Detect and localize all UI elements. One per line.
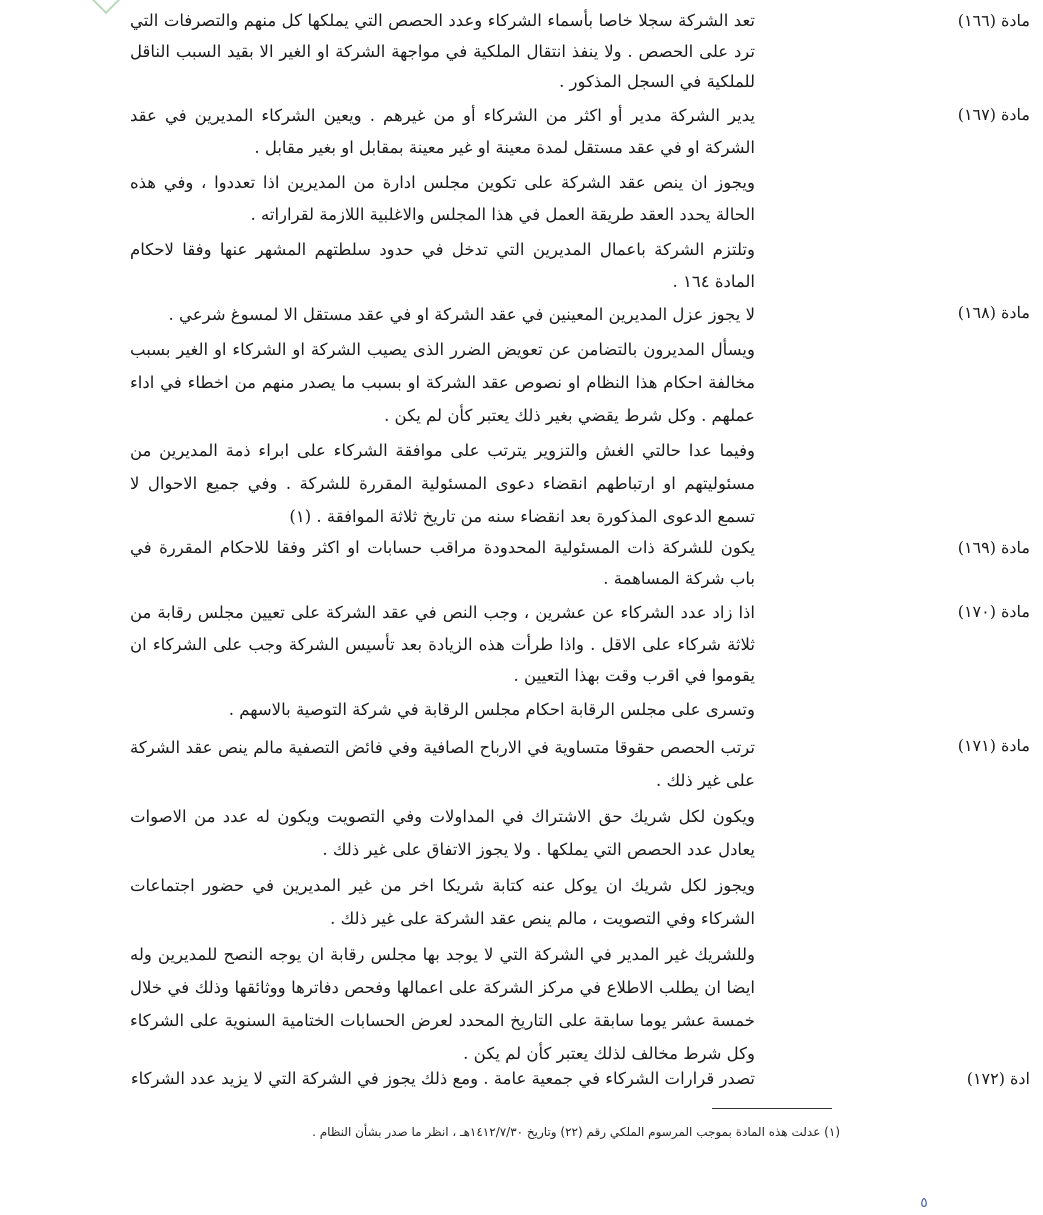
article-paragraph: تعد الشركة سجلا خاصا بأسماء الشركاء وعدد الحصص التي يملكها كل منهم والتصرفات التي ترد على الحصص . ولا ينفذ انتقال الملكية في مواجهة الشركة او الغير الا بقيد السبب الناقل للملكية في السجل المذكور .: [130, 11, 755, 91]
article-paragraph: وتسرى على مجلس الرقابة احكام مجلس الرقابة في شركة التوصية بالاسهم .: [228, 699, 755, 719]
footnote: (١) عدلت هذه المادة بموجب المرسوم الملكي رقم (٢٢) وتاريخ ١٤١٢/٧/٣٠هـ ، انظر ما صدر بشأن النظام .: [312, 1125, 840, 1139]
article-paragraph: ويسأل المديرون بالتضامن عن تعويض الضرر الذى يصيب الشركة او الشركاء او الغير بسبب مخالفة احكام هذا النظام او نصوص عقد الشركة او بسبب ما يصدر منهم من اخطاء في اداء عملهم . وكل شرط يقضي بغير ذلك يعتبر كأن لم يكن .: [130, 340, 755, 425]
article-paragraph: ترتب الحصص حقوقا متساوية في الارباح الصافية وفي فائض التصفية مالم ينص عقد الشركة على غير ذلك .: [130, 738, 755, 790]
article-paragraph: ويجوز ان ينص عقد الشركة على تكوين مجلس ادارة من المديرين اذا تعددوا ، وفي هذه الحالة يحدد العقد طريقة العمل في هذا المجلس والاغلبية اللازمة لقراراته .: [130, 173, 755, 224]
article-label: مادة (١٧٠): [957, 602, 1030, 621]
article-body: [130, 597, 755, 727]
article-body: [130, 731, 755, 1073]
article-paragraph: ويجوز لكل شريك ان يوكل عنه كتابة شريكا اخر من غير المديرين في حضور اجتماعات الشركاء وفي التصويت ، مالم ينص عقد الشركة على غير ذلك .: [130, 876, 755, 928]
article-body: [130, 100, 755, 301]
article-paragraph: وللشريك غير المدير في الشركة التي لا يوجد بها مجلس رقابة ان يوجه النصح للمديرين وله ايضا ان يطلب الاطلاع في مركز الشركة على اعمالها وفحص دفاترها ووثائقها وذلك في خلال خمسة عشر يوما سابقة على التاريخ المحدد لعرض الحسابات الختامية السنوية على الشركاء وكل شرط مخالف لذلك يعتبر كأن لم يكن .: [130, 945, 755, 1063]
article-label: مادة (١٧١): [957, 736, 1030, 755]
margin-mark: [92, 0, 120, 14]
page-number: ٥: [920, 1195, 928, 1211]
article-paragraph: اذا زاد عدد الشركاء عن عشرين ، وجب النص في عقد الشركة على تعيين مجلس رقابة من ثلاثة شركاء على الاقل . واذا طرأت هذه الزيادة بعد تأسيس الشركة وجب على الشركاء ان يقوموا في اقرب وقت بهذا التعيين .: [130, 603, 755, 685]
article-paragraph: لا يجوز عزل المديرين المعينين في عقد الشركة او في عقد مستقل الا لمسوغ شرعي .: [168, 305, 755, 324]
article-body: [130, 6, 755, 102]
article-paragraph: يكون للشركة ذات المسئولية المحدودة مراقب حسابات او اكثر وفقا للاحكام المقررة في باب شركة المساهمة .: [130, 538, 755, 588]
footnote-divider: [712, 1108, 832, 1109]
article-paragraph: يدير الشركة مدير أو اكثر من الشركاء أو من غيرهم . ويعين الشركاء المديرين في عقد الشركة او في عقد مستقل لمدة معينة او غير معينة بمقابل او بغير مقابل .: [130, 106, 755, 157]
article-paragraph: ويكون لكل شريك حق الاشتراك في المداولات وفي التصويت ويكون له عدد من الاصوات يعادل عدد الحصص التي يملكها . ولا يجوز الاتفاق على غير ذلك .: [130, 807, 755, 859]
article-label: ادة (١٧٢): [966, 1069, 1030, 1088]
article-label: مادة (١٦٧): [957, 105, 1030, 124]
article-paragraph: وفيما عدا حالتي الغش والتزوير يترتب على موافقة الشركاء على ابراء ذمة المديرين من مسئوليتهم او ارتباطهم انقضاء دعوى المسئولية المقررة للشركة . وفي جميع الاحوال لا تسمع الدعوى المذكورة بعد انقضاء سنه من تاريخ ثلاثة الموافقة . (١): [130, 441, 755, 526]
article-label: مادة (١٦٦): [957, 11, 1030, 30]
article-body: [130, 298, 755, 535]
article-label: مادة (١٦٨): [957, 303, 1030, 322]
article-paragraph: وتلتزم الشركة باعمال المديرين التي تدخل في حدود سلطتهم المشهر عنها وفقا لاحكام المادة ١٦٤ .: [130, 240, 755, 291]
article-body: [130, 533, 755, 598]
article-label: مادة (١٦٩): [957, 538, 1030, 557]
article-paragraph: تصدر قرارات الشركاء في جمعية عامة . ومع ذلك يجوز في الشركة التي لا يزيد عدد الشركاء: [130, 1069, 755, 1088]
article-body: [130, 1064, 755, 1099]
